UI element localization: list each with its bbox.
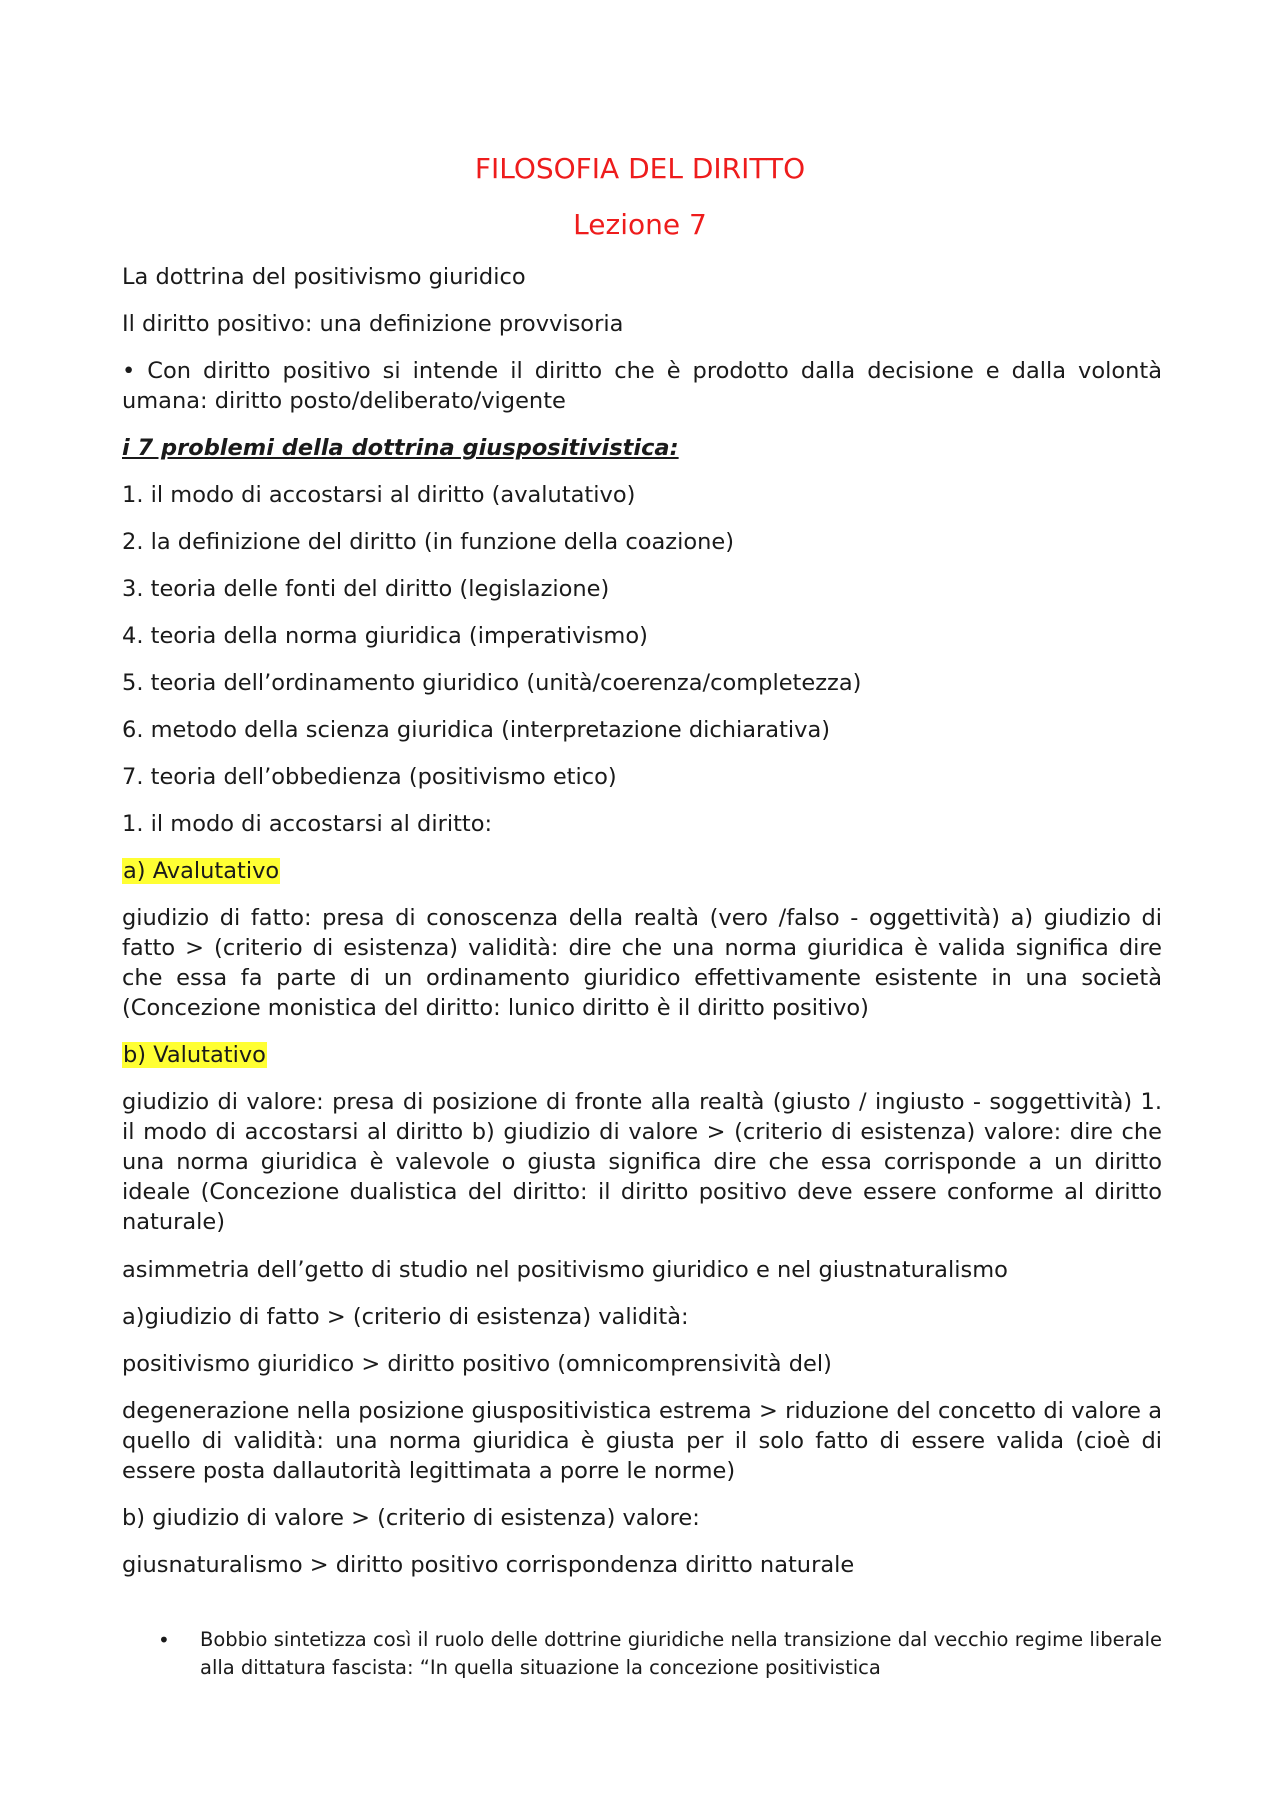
bullet-icon: •	[158, 1628, 170, 1652]
problem-item: 7. teoria dell’obbedienza (positivismo etico)	[122, 764, 617, 790]
paragraph-definition: Il diritto positivo: una definizione provvisoria	[122, 311, 624, 337]
paragraph-degeneration: degenerazione nella posizione giuspositivistica estrema > riduzione del concetto di valore a quello di validità: una norma giuridica è giusta per il solo fatto di essere valida (cioè di essere posta dallautorità legittimata a porre le norme)	[122, 1398, 1162, 1484]
problem-item: 5. teoria dell’ordinamento giuridico (unità/coerenza/completezza)	[122, 670, 862, 696]
paragraph-asymmetry: asimmetria dell’getto di studio nel positivismo giuridico e nel giustnaturalismo	[122, 1257, 1008, 1283]
paragraph-valutativo: giudizio di valore: presa di posizione di fronte alla realtà (giusto / ingiusto - soggettività) 1. il modo di accostarsi al diritto b) giudizio di valore > (criterio di esistenza) valore: dire che una norma giuridica è valevole o giusta significa dire che essa corrisponde a un diritto ideale (Concezione dualistica del diritto: il diritto positivo deve essere conforme al diritto naturale)	[122, 1089, 1162, 1235]
label-valutativo	[122, 1040, 1162, 1070]
highlight-valutativo: b) Valutativo	[123, 1042, 266, 1068]
document-title: FILOSOFIA DEL DIRITTO	[474, 152, 806, 185]
paragraph-natural-law: giusnaturalismo > diritto positivo corrispondenza diritto naturale	[122, 1552, 855, 1578]
problem-item: 1. il modo di accostarsi al diritto (avalutativo)	[122, 482, 636, 508]
problems-heading: i 7 problemi della dottrina giuspositivistica:	[122, 435, 679, 461]
section-approach: 1. il modo di accostarsi al diritto:	[122, 811, 493, 837]
problem-item: 6. metodo della scienza giuridica (interpretazione dichiarativa)	[122, 717, 831, 743]
problem-item: 3. teoria delle fonti del diritto (legislazione)	[122, 576, 610, 602]
paragraph-avalutativo: giudizio di fatto: presa di conoscenza della realtà (vero /falso - oggettività) a) giudizio di fatto > (criterio di esistenza) validità: dire che una norma giuridica è valida significa dire che essa fa parte di un ordinamento giuridico effettivamente esistente in una società (Concezione monistica del diritto: lunico diritto è il diritto positivo)	[122, 905, 1162, 1021]
highlight-avalutativo: a) Avalutativo	[123, 858, 280, 884]
problem-item: 4. teoria della norma giuridica (imperativismo)	[122, 623, 648, 649]
label-avalutativo	[122, 856, 1162, 886]
paragraph-positive-law: • Con diritto positivo si intende il diritto che è prodotto dalla decisione e dalla volontà umana: diritto posto/deliberato/vigente	[122, 358, 1162, 414]
bullet-bobbio: Bobbio sintetizza così il ruolo delle dottrine giuridiche nella transizione dal vecchio regime liberale alla dittatura fascista: “In quella situazione la concezione positivistica	[200, 1628, 1162, 1679]
paragraph-value-judgment: b) giudizio di valore > (criterio di esistenza) valore:	[122, 1505, 700, 1531]
problem-item: 2. la definizione del diritto (in funzione della coazione)	[122, 529, 734, 555]
paragraph-positivism: positivismo giuridico > diritto positivo (omnicomprensività del)	[122, 1351, 832, 1377]
paragraph-fact-judgment: a)giudizio di fatto > (criterio di esistenza) validità:	[122, 1304, 689, 1330]
lesson-subtitle: Lezione 7	[573, 208, 707, 241]
paragraph-doctrine: La dottrina del positivismo giuridico	[122, 264, 526, 290]
